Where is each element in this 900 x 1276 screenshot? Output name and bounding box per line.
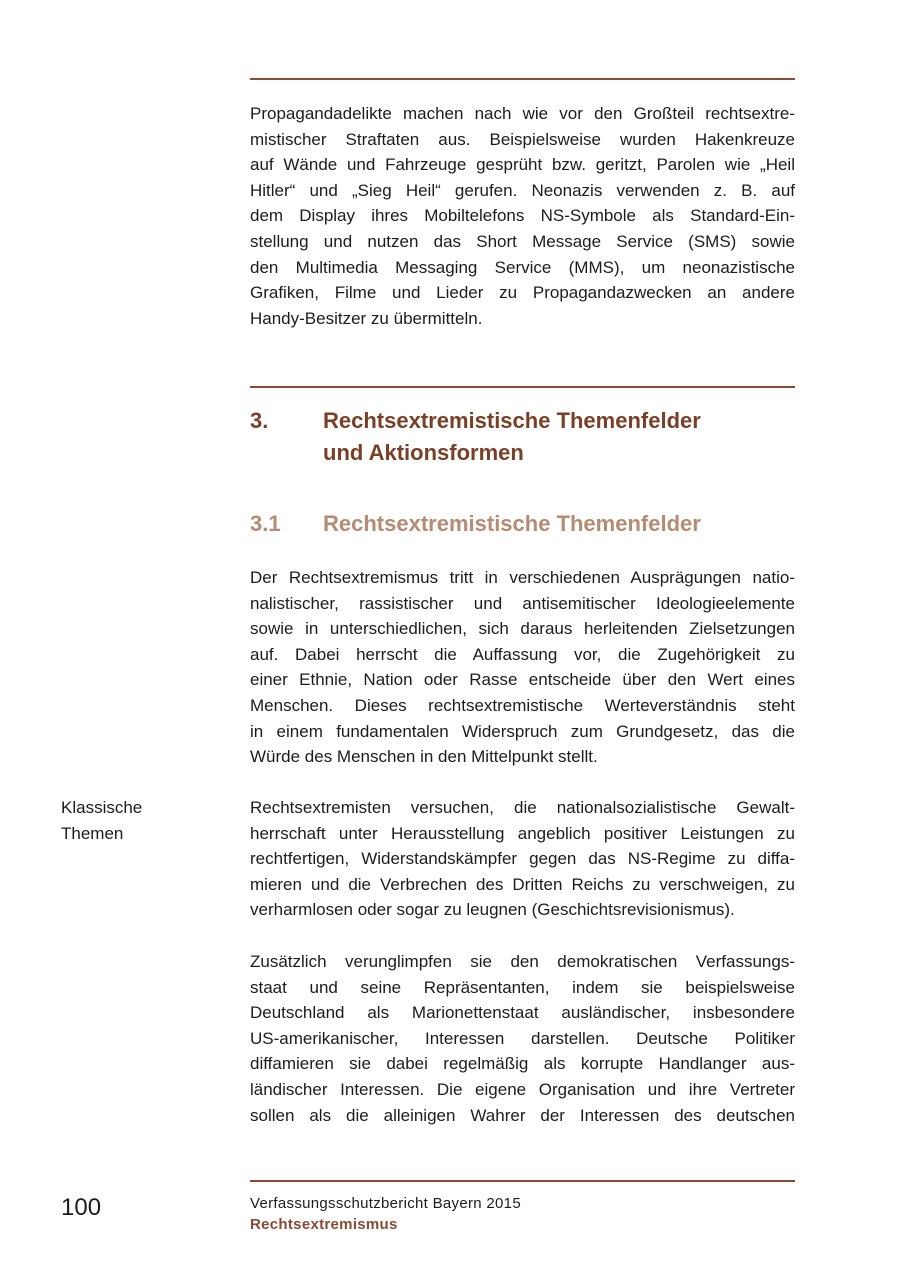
margin-note (61, 795, 142, 846)
text-line: sollen als die alleinigen Wahrer der Interessen des deutschen (250, 1105, 795, 1125)
text-line: diffamieren sie dabei regelmäßig als korrupte Handlanger aus- (250, 1054, 795, 1074)
text-line: mieren und die Verbrechen des Dritten Reichs zu verschweigen, zu (250, 874, 795, 894)
top-rule (250, 78, 795, 80)
text-line: US-amerikanischer, Interessen darstellen. Deutsche Politiker (250, 1028, 795, 1048)
text-line: Menschen. Dieses rechtsextremistische Werteverständnis steht (250, 695, 795, 715)
text-line: Deutschland als Marionettenstaat ausländischer, insbesondere (250, 1003, 795, 1023)
text-line: Hitler“ und „Sieg Heil“ gerufen. Neonazis verwenden z. B. auf (250, 180, 795, 200)
text-line: rechtfertigen, Widerstandskämpfer gegen das NS-Regime zu diffa- (250, 849, 795, 869)
section-title-line1: Rechtsextremistische Themenfelder (323, 408, 701, 433)
text-line: Rechtsextremisten versuchen, die nationalsozialistische Gewalt- (250, 798, 795, 817)
text-line: den Multimedia Messaging Service (MMS), um neonazistische (250, 257, 795, 277)
text-line: stellung und nutzen das Short Message Service (SMS) sowie (250, 231, 795, 251)
footer-chapter: Rechtsextremismus (250, 1216, 398, 1233)
page-number: 100 (61, 1194, 102, 1221)
section-title-line2: und Aktionsformen (323, 440, 524, 465)
text-line: Würde des Menschen in den Mittelpunkt stellt. (250, 747, 598, 767)
intro-paragraph (250, 101, 795, 331)
subsection-number: 3.1 (250, 511, 281, 536)
text-line: mistischer Straftaten aus. Beispielsweise wurden Hakenkreuze (250, 129, 795, 149)
margin-note-line: Themen (61, 823, 124, 843)
footer-publication: Verfassungsschutzbericht Bayern 2015 (250, 1195, 521, 1212)
text-line: dem Display ihres Mobiltelefons NS-Symbole als Standard-Ein- (250, 206, 795, 226)
text-line: Zusätzlich verunglimpfen sie den demokratischen Verfassungs- (250, 952, 795, 971)
text-line: Propagandadelikte machen nach wie vor den Großteil rechtsextre- (250, 104, 795, 123)
text-line: auf Wände und Fahrzeuge gesprüht bzw. geritzt, Parolen wie „Heil (250, 155, 795, 175)
margin-note-line: Klassische (61, 798, 143, 817)
text-line: herrschaft unter Herausstellung angeblich positiver Leistungen zu (250, 823, 795, 843)
text-line: sowie in unterschiedlichen, sich daraus herleitenden Zielsetzungen (250, 619, 795, 639)
text-line: verharmlosen oder sogar zu leugnen (Geschichtsrevisionismus). (250, 900, 735, 920)
paragraph-revisionism (250, 795, 795, 923)
section-rule (250, 386, 795, 388)
text-line: Der Rechtsextremismus tritt in verschiedenen Ausprägungen natio- (250, 568, 795, 587)
text-line: auf. Dabei herrscht die Auffassung vor, die Zugehörigkeit zu (250, 644, 795, 664)
text-line: ländischer Interessen. Die eigene Organisation und ihre Vertreter (250, 1079, 795, 1099)
text-line: staat und seine Repräsentanten, indem sie beispielsweise (250, 977, 795, 997)
text-line: einer Ethnie, Nation oder Rasse entscheide über den Wert eines (250, 670, 795, 690)
footer-rule (250, 1180, 795, 1182)
paragraph-themes (250, 565, 795, 770)
text-line: nalistischer, rassistischer und antisemitischer Ideologieelemente (250, 593, 795, 613)
section-number: 3. (250, 408, 269, 433)
text-line: in einem fundamentalen Widerspruch zum Grundgesetz, das die (250, 721, 795, 741)
text-line: Grafiken, Filme und Lieder zu Propagandazwecken an andere (250, 283, 795, 303)
text-line: Handy-Besitzer zu übermitteln. (250, 308, 483, 328)
paragraph-state (250, 949, 795, 1128)
subsection-title: Rechtsextremistische Themenfelder (323, 511, 701, 536)
